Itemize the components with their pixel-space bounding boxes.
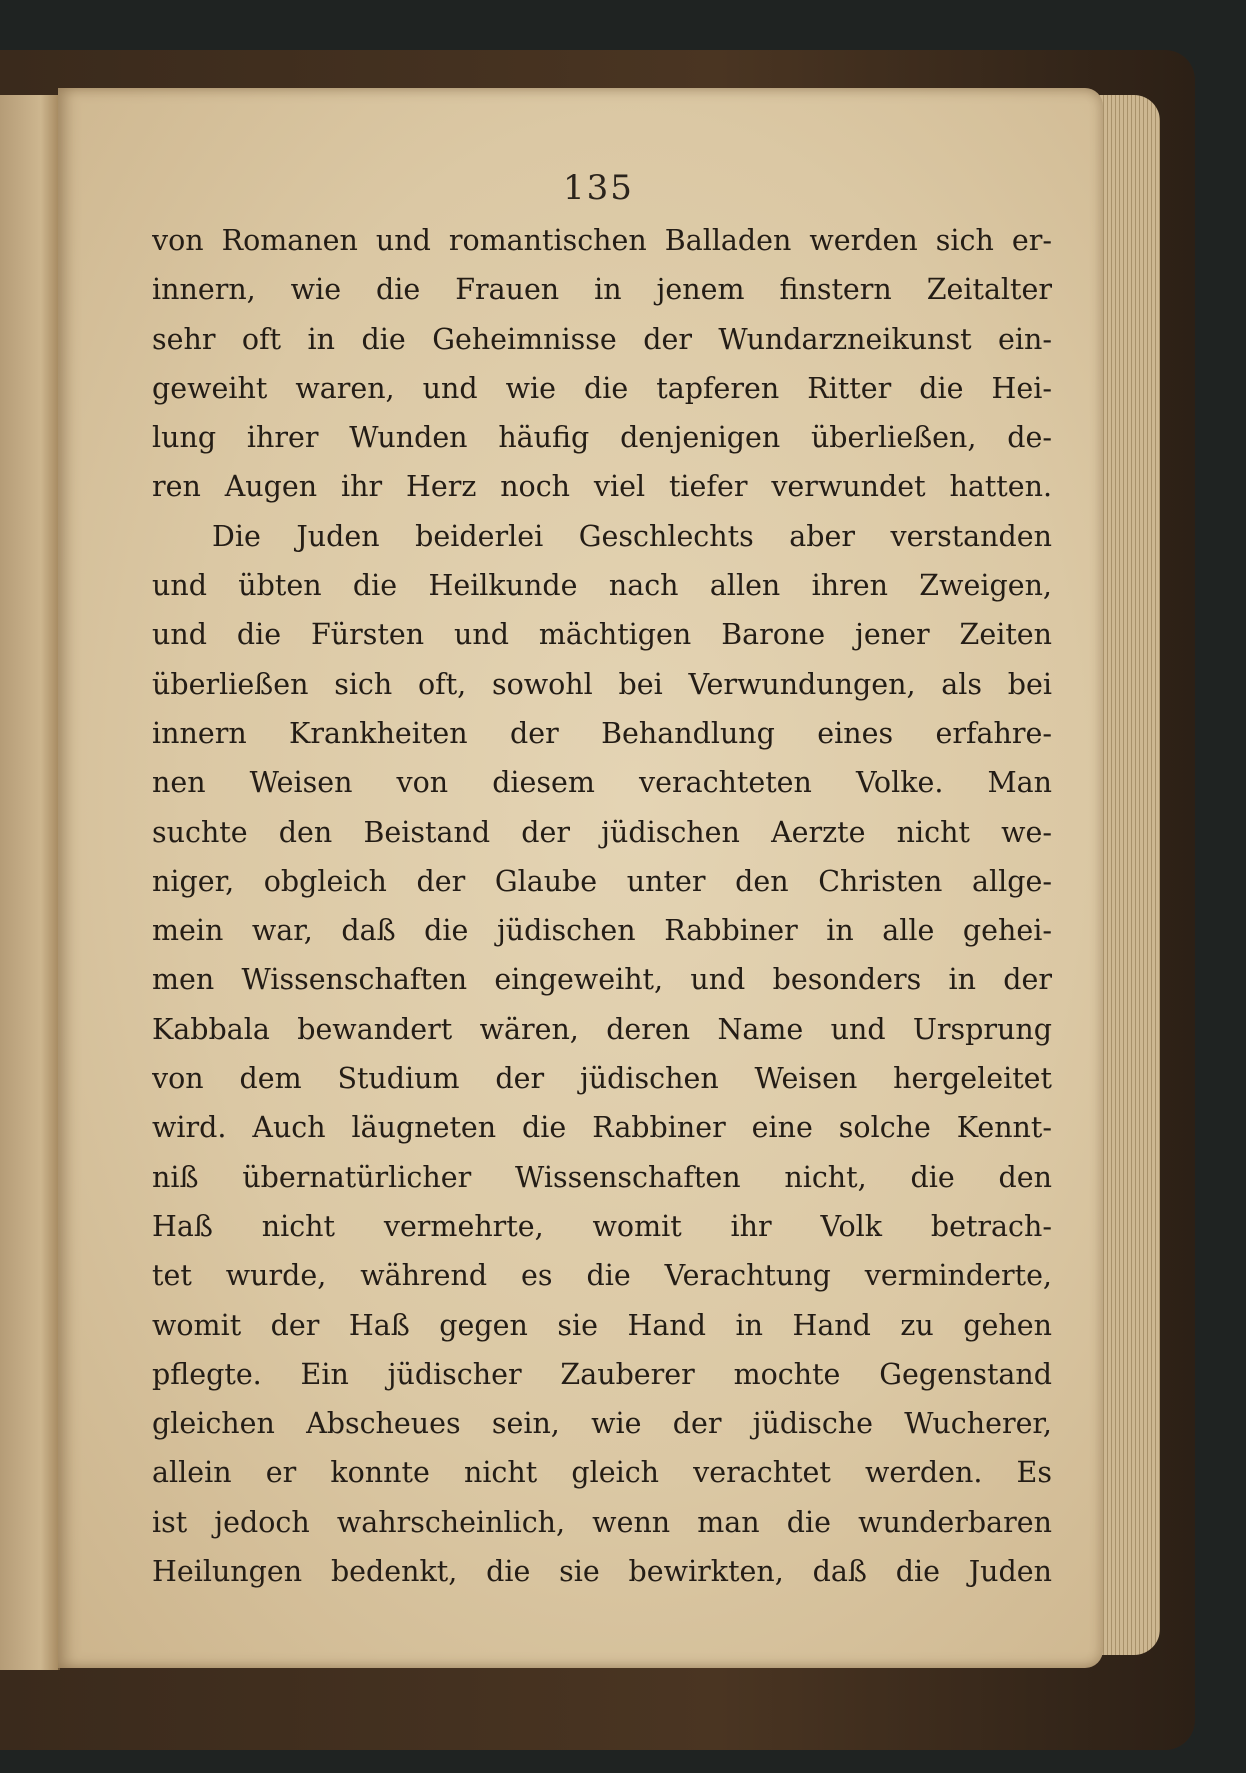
text-line: Die Juden beiderlei Geschlechts aber verstanden: [212, 519, 1052, 553]
text-line: men Wissenschaften eingeweiht, und besonders in der: [152, 963, 1052, 997]
page-number: 135: [563, 168, 634, 208]
body-text: [152, 216, 1052, 1596]
text-line: wird. Auch läugneten die Rabbiner eine solche Kennt-: [152, 1111, 1052, 1145]
text-line: lung ihrer Wunden häufig denjenigen überließen, de-: [152, 421, 1052, 455]
text-line: niger, obgleich der Glaube unter den Christen allge-: [152, 864, 1052, 898]
text-line: Kabbala bewandert wären, deren Name und Ursprung: [152, 1012, 1052, 1046]
text-line: niß übernatürlicher Wissenschaften nicht, die den: [152, 1160, 1052, 1194]
text-line: geweiht waren, und wie die tapferen Ritter die Hei-: [152, 371, 1052, 405]
text-line: gleichen Abscheues sein, wie der jüdische Wucherer,: [152, 1407, 1052, 1441]
text-line: nen Weisen von diesem verachteten Volke. Man: [152, 766, 1052, 800]
text-line: ist jedoch wahrscheinlich, wenn man die wunderbaren: [152, 1505, 1052, 1539]
text-line: ren Augen ihr Herz noch viel tiefer verwundet hatten.: [152, 470, 1052, 504]
text-line: sehr oft in die Geheimnisse der Wundarzneikunst ein-: [152, 322, 1052, 356]
text-line: überließen sich oft, sowohl bei Verwundungen, als bei: [152, 667, 1052, 701]
text-line: pflegte. Ein jüdischer Zauberer mochte Gegenstand: [152, 1357, 1052, 1391]
text-line: Heilungen bedenkt, die sie bewirkten, daß die Juden: [152, 1555, 1052, 1589]
text-line: suchte den Beistand der jüdischen Aerzte nicht we-: [152, 815, 1052, 849]
text-line: allein er konnte nicht gleich verachtet werden. Es: [152, 1456, 1052, 1490]
text-line: und übten die Heilkunde nach allen ihren Zweigen,: [152, 569, 1052, 603]
text-line: mein war, daß die jüdischen Rabbiner in alle gehei-: [152, 914, 1052, 948]
text-line: von Romanen und romantischen Balladen werden sich er-: [152, 224, 1052, 257]
text-line: tet wurde, während es die Verachtung verminderte,: [152, 1259, 1052, 1293]
text-line: womit der Haß gegen sie Hand in Hand zu gehen: [152, 1308, 1052, 1342]
text-line: Haß nicht vermehrte, womit ihr Volk betrach-: [152, 1209, 1052, 1243]
text-line: innern, wie die Frauen in jenem finstern Zeitalter: [152, 273, 1052, 307]
book-page: [58, 88, 1103, 1668]
text-line: und die Fürsten und mächtigen Barone jener Zeiten: [152, 618, 1052, 652]
left-page-edge: [0, 95, 60, 1670]
text-line: innern Krankheiten der Behandlung eines erfahre-: [152, 716, 1052, 750]
text-line: von dem Studium der jüdischen Weisen hergeleitet: [152, 1062, 1052, 1096]
